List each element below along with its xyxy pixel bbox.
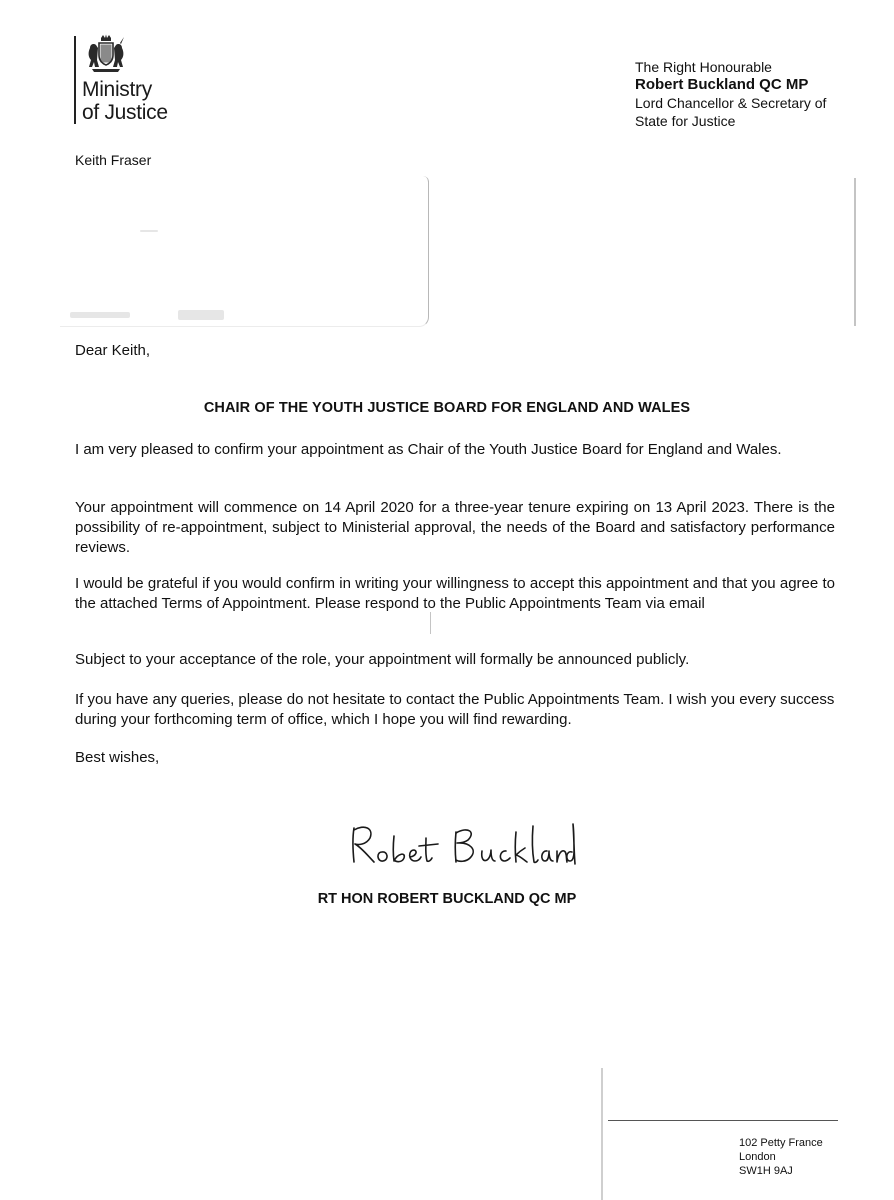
- signoff: Best wishes,: [75, 749, 160, 766]
- paragraph-queries: If you have any queries, please do not hesitate to contact the Public Appointments Team. I wish you every success during your forthcoming term of office, which I hope you will find rewarding.: [75, 691, 835, 728]
- logo-divider: [74, 36, 76, 124]
- ministry-logo-text: [82, 78, 168, 124]
- scan-edge-line: [601, 1068, 603, 1200]
- scan-smudge: [178, 310, 224, 320]
- redacted-address-area: [60, 176, 429, 327]
- sender-block: [635, 58, 826, 130]
- address-line-3: SW1H 9AJ: [739, 1165, 793, 1177]
- address-line-1: 102 Petty France: [739, 1137, 823, 1149]
- address-line-2: London: [739, 1151, 776, 1163]
- sender-honorific: The Right Honourable: [635, 59, 772, 75]
- sender-role-line-1: Lord Chancellor & Secretary of: [635, 95, 827, 111]
- scan-smudge: [70, 312, 130, 318]
- logo-line-2: of Justice: [82, 101, 168, 124]
- signatory-name: RT HON ROBERT BUCKLAND QC MP: [317, 891, 577, 907]
- office-address: [739, 1136, 823, 1178]
- footer-divider: [608, 1120, 838, 1121]
- paragraph-appointment: I am very pleased to confirm your appointment as Chair of the Youth Justice Board for England and Wales.: [75, 441, 782, 458]
- royal-crest-icon: [84, 34, 128, 74]
- handwritten-signature: [346, 818, 576, 882]
- sender-role-line-2: State for Justice: [635, 113, 736, 129]
- paragraph-confirmation: I would be grateful if you would confirm in writing your willingness to accept this appointment and that you agree to the attached Terms of Appointment. Please respond to the Public Appointments Team via email: [75, 575, 835, 612]
- redacted-email-area: [74, 612, 431, 634]
- scan-smudge: [140, 230, 158, 232]
- letter-heading: CHAIR OF THE YOUTH JUSTICE BOARD FOR ENGLAND AND WALES: [203, 400, 691, 416]
- paragraph-announcement: Subject to your acceptance of the role, your appointment will formally be announced publicly.: [75, 651, 690, 668]
- scan-edge-line: [854, 178, 856, 326]
- recipient-name: Keith Fraser: [75, 152, 152, 168]
- paragraph-tenure: Your appointment will commence on 14 April 2020 for a three-year tenure expiring on 13 April 2023. There is the possibility of re-appointment, subject to Ministerial approval, the needs of the Board and satisfactory performance reviews.: [75, 499, 835, 556]
- sender-name: Robert Buckland QC MP: [635, 76, 809, 93]
- logo-line-1: Ministry: [82, 78, 152, 101]
- salutation: Dear Keith,: [75, 342, 151, 359]
